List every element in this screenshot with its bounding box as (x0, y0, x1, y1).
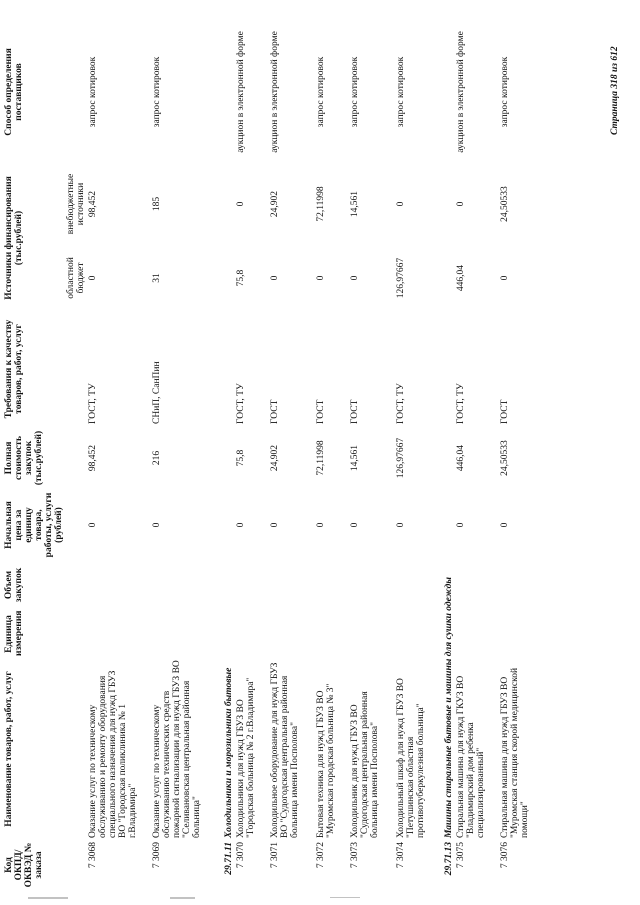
scan-mark (28, 897, 68, 899)
row-code: 7 3073 (349, 842, 360, 869)
table-row (456, 20, 500, 890)
row-funding-regional: 0 (499, 275, 510, 281)
row-funding-regional: 75,8 (235, 269, 246, 287)
row-unit (270, 610, 316, 658)
row-total-cost: 446,04 (455, 444, 466, 472)
row-total-cost: 24,50533 (499, 440, 510, 476)
row-method: аукцион в электронной форме (269, 31, 280, 153)
row-total-cost: 14,561 (349, 444, 360, 472)
row-total-cost: 75,8 (235, 449, 246, 467)
row-method: запрос котировок (349, 56, 360, 128)
row-volume (456, 560, 500, 610)
row-funding-regional: 126,97667 (395, 257, 406, 299)
row-start-price: 0 (235, 522, 246, 528)
row-volume (316, 560, 350, 610)
row-unit (500, 610, 544, 658)
row-start-price: 0 (315, 522, 326, 528)
row-method: запрос котировок (151, 56, 162, 128)
row-total-cost: 72,11998 (315, 440, 326, 476)
row-start-price: 0 (349, 522, 360, 528)
row-code: 7 3072 (315, 842, 326, 869)
section-code: 29.71.11 (223, 842, 234, 875)
section-row (224, 20, 236, 890)
row-volume (396, 560, 444, 610)
header-volume: Объем закупок (4, 567, 24, 603)
table-row (152, 20, 224, 890)
row-total-cost: 24,902 (269, 444, 280, 472)
row-funding-offbudget: 24,50533 (499, 186, 510, 222)
row-quality: ГОСТ (269, 399, 280, 424)
row-funding-regional: 0 (269, 275, 280, 281)
row-total-cost: 126,97667 (395, 437, 406, 479)
row-method: запрос котировок (499, 56, 510, 128)
table-row (316, 20, 350, 890)
section-code: 29.71.13 (443, 842, 454, 876)
row-unit (316, 610, 350, 658)
header-row (4, 20, 66, 890)
row-method: аукцион в электронной форме (235, 31, 246, 153)
section-row (444, 20, 456, 890)
row-code: 7 3076 (499, 842, 510, 869)
row-funding-offbudget: 72,11998 (315, 186, 326, 222)
table-row (270, 20, 316, 890)
row-name: Стиральная машина для нужд ГБУЗ ВО "Муромская станция скорой медицинской помощи" (499, 667, 530, 838)
header-quality: Требования к качеству товаров, работ, услуг (4, 319, 24, 419)
row-code: 7 3068 (87, 842, 98, 869)
row-code: 7 3074 (395, 842, 406, 869)
row-start-price: 0 (499, 522, 510, 528)
row-start-price: 0 (269, 522, 280, 528)
row-funding-regional: 0 (349, 275, 360, 281)
row-method: запрос котировок (315, 56, 326, 128)
row-quality: ГОСТ, ТУ (395, 383, 406, 424)
header-funding-regional: областной бюджет (65, 257, 86, 299)
header-method: Способ определения поставщиков (4, 48, 24, 136)
row-unit (236, 610, 270, 658)
row-quality: ГОСТ, ТУ (87, 383, 98, 424)
row-total-cost: 98,452 (87, 444, 98, 472)
row-quality: ГОСТ, ТУ (455, 383, 466, 424)
row-funding-offbudget: 24,902 (269, 190, 280, 218)
scan-mark (170, 897, 195, 899)
header-subrow (66, 20, 88, 890)
row-volume (88, 560, 152, 610)
section-title: Холодильники и морозильники бытовые (223, 667, 234, 838)
row-start-price: 0 (395, 522, 406, 528)
row-start-price: 0 (455, 522, 466, 528)
page-number: Страница 318 из 612 (610, 46, 620, 135)
row-funding-regional: 0 (315, 275, 326, 281)
table-row (396, 20, 444, 890)
row-start-price: 0 (151, 522, 162, 528)
header-funding-offbudget: внебюджетные источники (65, 173, 86, 235)
row-name: Холодильный шкаф для нужд ГБУЗ ВО "Петушинская областная противотуберкулезная больница" (395, 678, 426, 838)
row-quality: ГОСТ (349, 399, 360, 424)
procurement-table (4, 20, 544, 890)
row-name: Бытовая техника для нужд ГБУЗ ВО "Муромская городская больница № 3" (315, 683, 336, 838)
row-funding-regional: 31 (151, 273, 162, 283)
row-name: Холодильники для нужд ГБУЗ ВО "Городская больница № 2 г.Владимира" (235, 677, 256, 838)
table-row (350, 20, 396, 890)
table-row (500, 20, 544, 890)
row-volume (270, 560, 316, 610)
header-start-price: Начальная цена за единицу товара, работы, услуги (рублей) (4, 492, 64, 558)
row-method: запрос котировок (395, 56, 406, 128)
header-unit: Единица измерения (4, 610, 24, 656)
header-code: Код ОКПД/ ОКВЭД № заказа (4, 842, 44, 888)
section-title: Машины стиральные бытовые и машины для сушки одежды (443, 577, 454, 838)
row-funding-offbudget: 185 (151, 196, 162, 212)
scan-mark (330, 897, 360, 898)
row-name: Оказание услуг по техническому обслуживанию технических средств пожарной сигнализации для нужд ГБУЗ ВО "Селивановская центральная районная больница" (151, 660, 202, 838)
row-quality: ГОСТ (315, 399, 326, 424)
row-code: 7 3075 (455, 842, 466, 869)
table-row (236, 20, 270, 890)
row-unit (456, 610, 500, 658)
row-volume (236, 560, 270, 610)
row-volume (152, 560, 224, 610)
row-start-price: 0 (87, 522, 98, 528)
row-funding-regional: 446,04 (455, 264, 466, 292)
row-quality: ГОСТ, ТУ (235, 383, 246, 424)
row-unit (350, 610, 396, 658)
table-row (88, 20, 152, 890)
row-volume (350, 560, 396, 610)
row-unit (396, 610, 444, 658)
row-quality: ГОСТ (499, 399, 510, 424)
header-name: Наименование товаров, работ, услуг (4, 671, 14, 827)
row-name: Холодильное оборудование для нужд ГБУЗ ВО "Судогодская центральная районная больница имени Посполова" (269, 662, 300, 838)
row-method: аукцион в электронной форме (455, 31, 466, 153)
row-volume (500, 560, 544, 610)
row-code: 7 3071 (269, 842, 280, 869)
row-name: Оказание услуг по техническому обслуживанию и ремонту оборудования специального назначения для нужд ГБУЗ ВО "Городская поликлиника № 1 г.Владимира" (87, 670, 138, 838)
header-total-cost: Полная стоимость закупок (тыс.рублей) (4, 430, 44, 486)
row-funding-offbudget: 0 (235, 201, 246, 207)
row-funding-regional: 0 (87, 275, 98, 281)
row-unit (152, 610, 224, 658)
row-method: запрос котировок (87, 56, 98, 128)
row-funding-offbudget: 0 (455, 201, 466, 207)
row-code: 7 3069 (151, 842, 162, 869)
row-name: Холодильник для нужд ГБУЗ ВО "Судогодская центральная районная больница имени Посполова" (349, 691, 380, 838)
row-total-cost: 216 (151, 450, 162, 466)
row-quality: СНиП, СанПин (151, 361, 162, 424)
row-funding-offbudget: 0 (395, 201, 406, 207)
row-funding-offbudget: 98,452 (87, 190, 98, 218)
row-funding-offbudget: 14,561 (349, 190, 360, 218)
header-funding: Источники финансирования (тыс.рублей) (4, 176, 24, 300)
row-unit (88, 610, 152, 658)
row-name: Стиральная машина для нужд ГКУЗ ВО "Владимирский дом ребенка специализированный" (455, 675, 486, 838)
row-code: 7 3070 (235, 842, 246, 869)
